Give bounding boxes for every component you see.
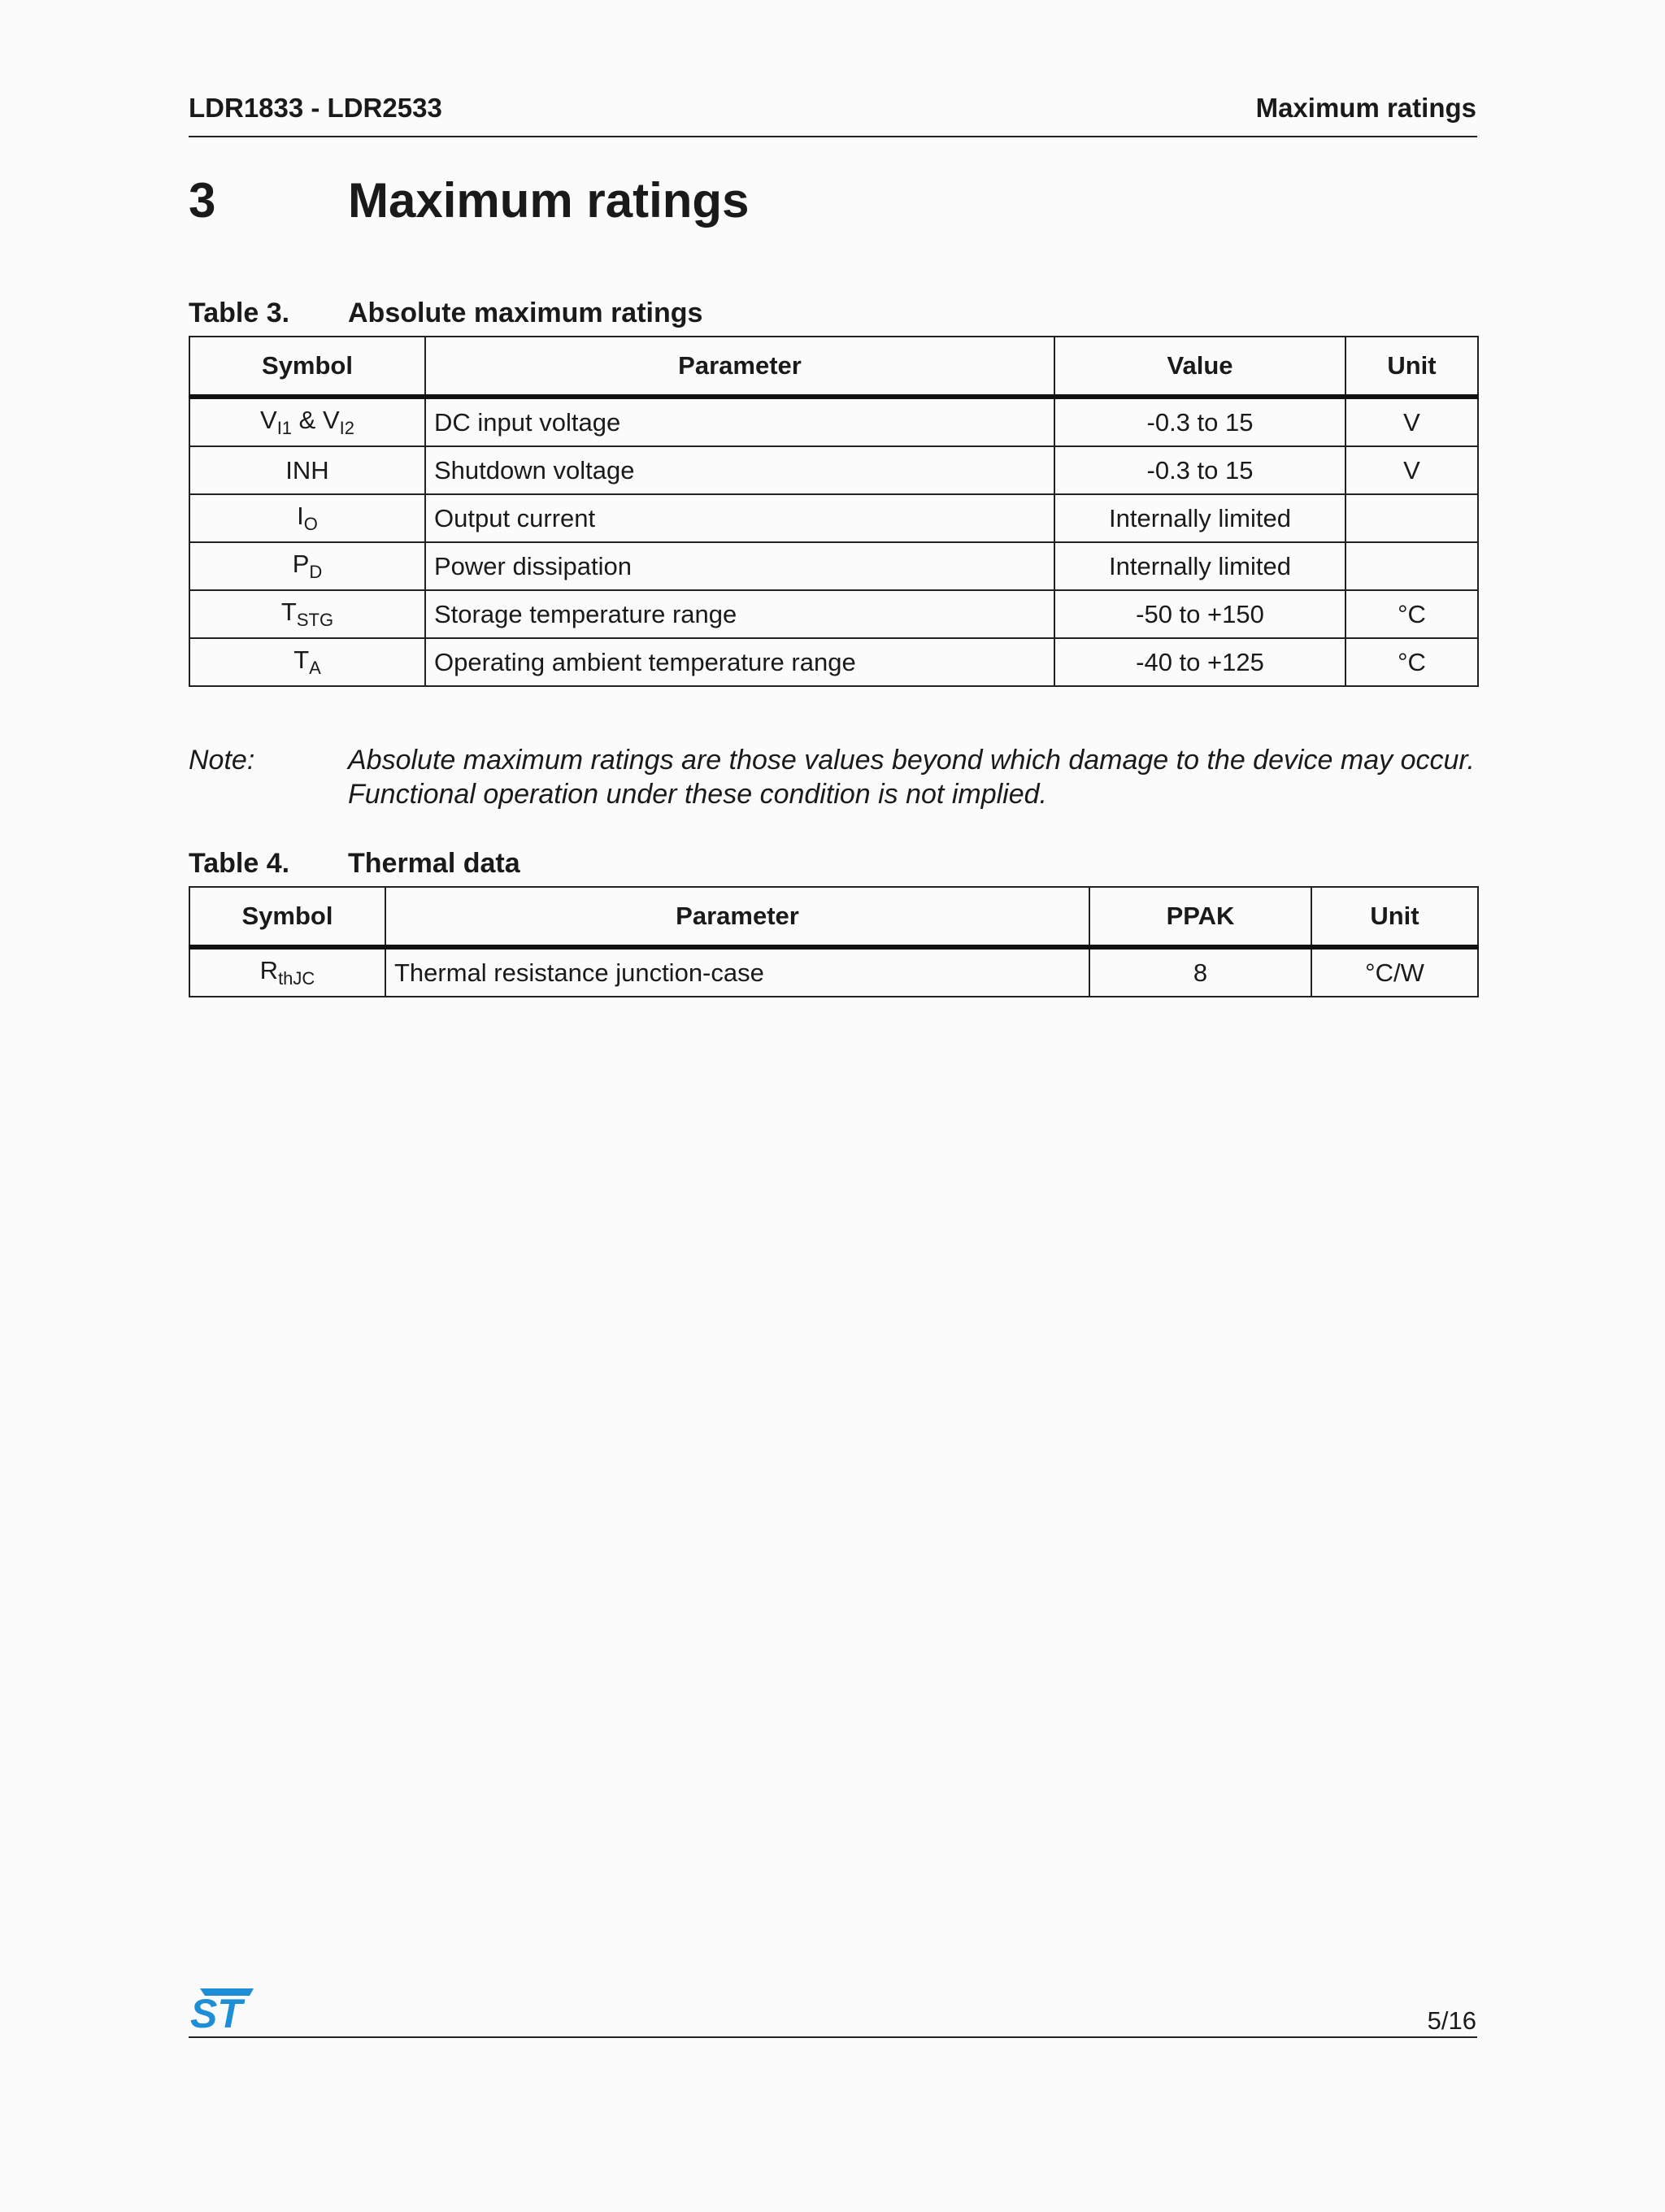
value-cell: Internally limited bbox=[1054, 542, 1345, 590]
symbol-cell bbox=[189, 590, 425, 638]
unit-cell: V bbox=[1345, 446, 1478, 494]
parameter-cell: Operating ambient temperature range bbox=[425, 638, 1054, 686]
column-header-parameter: Parameter bbox=[385, 887, 1089, 947]
table4-caption-number: Table 4. bbox=[189, 848, 290, 879]
symbol-text: V bbox=[260, 406, 277, 434]
footer-rule bbox=[189, 2036, 1477, 2038]
table3-caption-title: Absolute maximum ratings bbox=[348, 298, 703, 328]
column-header-symbol: Symbol bbox=[189, 337, 425, 397]
running-header-right: Maximum ratings bbox=[1255, 93, 1476, 123]
parameter-cell: DC input voltage bbox=[425, 397, 1054, 446]
value-cell: Internally limited bbox=[1054, 494, 1345, 542]
parameter-cell: Output current bbox=[425, 494, 1054, 542]
unit-cell bbox=[1345, 542, 1478, 590]
symbol-subscript: O bbox=[303, 514, 318, 534]
unit-cell: V bbox=[1345, 397, 1478, 446]
symbol-cell bbox=[189, 397, 425, 446]
symbol-subscript: STG bbox=[296, 610, 334, 630]
parameter-cell: Power dissipation bbox=[425, 542, 1054, 590]
symbol-text: INH bbox=[285, 455, 329, 485]
value-cell: -40 to +125 bbox=[1054, 638, 1345, 686]
header-rule bbox=[189, 136, 1477, 137]
value-cell: 8 bbox=[1089, 947, 1311, 997]
symbol-subscript: thJC bbox=[278, 968, 315, 989]
table-row bbox=[189, 590, 1478, 638]
section-number: 3 bbox=[189, 173, 216, 228]
symbol-cell bbox=[189, 542, 425, 590]
unit-cell: °C bbox=[1345, 638, 1478, 686]
symbol-subscript: I1 bbox=[276, 418, 293, 438]
symbol-text: & V bbox=[292, 406, 340, 434]
parameter-cell: Thermal resistance junction-case bbox=[385, 947, 1089, 997]
unit-cell bbox=[1345, 494, 1478, 542]
symbol-cell bbox=[189, 494, 425, 542]
value-cell: -0.3 to 15 bbox=[1054, 446, 1345, 494]
table-header-row bbox=[189, 337, 1478, 397]
table-header-row bbox=[189, 887, 1478, 947]
running-header-left: LDR1833 - LDR2533 bbox=[189, 93, 442, 123]
table-row bbox=[189, 947, 1478, 997]
value-cell: -0.3 to 15 bbox=[1054, 397, 1345, 446]
symbol-text: I bbox=[297, 502, 304, 530]
column-header-ppak: PPAK bbox=[1089, 887, 1311, 947]
symbol-subscript: I2 bbox=[339, 418, 354, 438]
symbol-subscript: D bbox=[309, 562, 323, 582]
symbol-cell bbox=[189, 446, 425, 494]
section-title: Maximum ratings bbox=[348, 173, 750, 228]
unit-cell: °C bbox=[1345, 590, 1478, 638]
table-row bbox=[189, 494, 1478, 542]
symbol-cell bbox=[189, 947, 385, 997]
thermal-data-table bbox=[189, 886, 1479, 997]
st-logo-icon bbox=[189, 1988, 254, 2031]
note-text: Absolute maximum ratings are those values beyond which damage to the device may occur. Functional operation under these condition is not implied. bbox=[348, 745, 1475, 810]
table-row bbox=[189, 638, 1478, 686]
symbol-text: T bbox=[293, 645, 310, 674]
column-header-value: Value bbox=[1054, 337, 1345, 397]
column-header-unit: Unit bbox=[1311, 887, 1478, 947]
symbol-subscript: A bbox=[309, 658, 321, 678]
table3-caption-number: Table 3. bbox=[189, 298, 290, 328]
logo-letters: ST bbox=[190, 1991, 242, 2031]
table-row bbox=[189, 446, 1478, 494]
symbol-cell bbox=[189, 638, 425, 686]
absolute-max-ratings-table bbox=[189, 336, 1479, 687]
note-label: Note: bbox=[189, 745, 255, 776]
unit-cell: °C/W bbox=[1311, 947, 1478, 997]
symbol-text: T bbox=[280, 598, 297, 626]
symbol-text: P bbox=[292, 550, 310, 578]
table-row bbox=[189, 542, 1478, 590]
table-row bbox=[189, 397, 1478, 446]
table4-caption-title: Thermal data bbox=[348, 848, 520, 879]
parameter-cell: Shutdown voltage bbox=[425, 446, 1054, 494]
symbol-text: R bbox=[259, 956, 279, 984]
parameter-cell: Storage temperature range bbox=[425, 590, 1054, 638]
column-header-symbol: Symbol bbox=[189, 887, 385, 947]
value-cell: -50 to +150 bbox=[1054, 590, 1345, 638]
column-header-parameter: Parameter bbox=[425, 337, 1054, 397]
page-number: 5/16 bbox=[1427, 2006, 1476, 2035]
column-header-unit: Unit bbox=[1345, 337, 1478, 397]
